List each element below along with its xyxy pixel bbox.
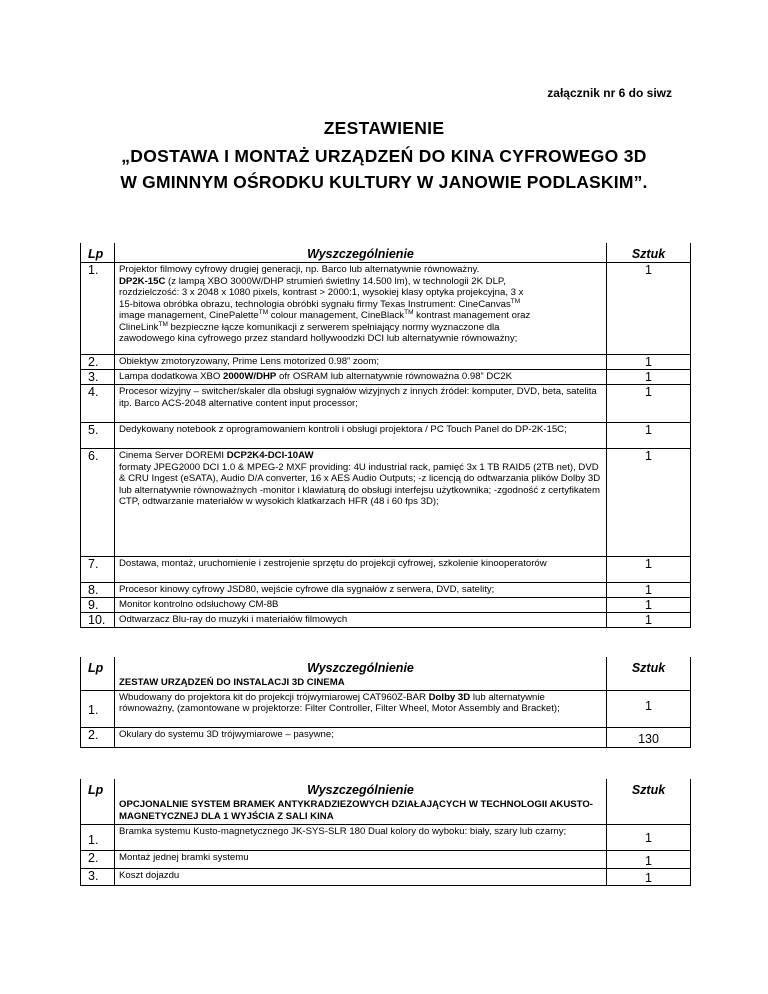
table-row [81,824,691,850]
row-lp: 2. [81,727,115,747]
row-qty [607,676,691,690]
row-desc: Procesor kinowy cyfrowy JSD80, wejście cyfrowe dla sygnałów z serwera, DVD, satelity; [115,583,607,598]
row-lp: 9. [81,598,115,613]
row-lp [81,676,115,690]
row-lp: 1. [81,824,115,850]
table-header [81,243,691,263]
table-row [81,423,691,449]
col-desc: Wyszczególnienie [115,657,607,676]
col-lp: Lp [81,657,115,676]
row-desc: Procesor wizyjny – switcher/skaler dla obsługi sygnałów wizyjnych z innych źródeł: komputer, DVD, beta, satelita itp. Barco ACS-2048 alternative content input processor; [115,385,607,423]
row-qty: 1 [607,263,691,355]
category-row [81,798,691,824]
row-qty: 1 [607,824,691,850]
row-qty: 1 [607,385,691,423]
row-lp: 8. [81,583,115,598]
row-qty: 1 [607,370,691,385]
document-title: ZESTAWIENIE [323,118,445,138]
annex-label: załącznik nr 6 do siwz [547,86,672,100]
table-row [81,690,691,727]
row-lp: 4. [81,385,115,423]
category-label: ZESTAW URZĄDZEŃ DO INSTALACJI 3D CINEMA [115,676,607,690]
row-desc: Okulary do systemu 3D trójwymiarowe – pasywne; [115,727,607,747]
row-qty: 1 [607,613,691,628]
row-desc: Monitor kontrolno odsłuchowy CM-8B [115,598,607,613]
table-header [81,779,691,798]
row-desc: Bramka systemu Kusto-magnetycznego JK-SYS-SLR 180 Dual kolory do wyboku: biały, szary lub czarny; [115,824,607,850]
row-desc: Koszt dojazdu [115,868,607,885]
row-lp: 3. [81,868,115,885]
table-row [81,355,691,370]
row-qty [607,798,691,824]
col-desc: Wyszczególnienie [115,779,607,798]
document-subtitle-line2: W GMINNYM OŚRODKU KULTURY W JANOWIE PODLASKIM”. [120,172,648,192]
table-row [81,449,691,557]
row-qty: 1 [607,583,691,598]
row-qty: 1 [607,355,691,370]
row-lp [81,798,115,824]
row-lp: 6. [81,449,115,557]
anti-theft-table [80,779,691,886]
table-row [81,583,691,598]
row-qty: 1 [607,423,691,449]
col-qty: Sztuk [607,779,691,798]
col-desc: Wyszczególnienie [115,243,607,263]
row-desc: Odtwarzacz Blu-ray do muzyki i materiałów filmowych [115,613,607,628]
row-lp: 7. [81,557,115,583]
row-desc: Wbudowany do projektora kit do projekcji trójwymiarowej CAT960Z-BAR Dolby 3D lub alternatywnie równoważny, (zamontowane w projektorze: Filter Controller, Filter Wheel, Motor Assembly and Bracket); [115,690,607,727]
col-lp: Lp [81,243,115,263]
category-row [81,676,691,690]
col-qty: Sztuk [607,657,691,676]
table-row [81,263,691,355]
category-label: OPCJONALNIE SYSTEM BRAMEK ANTYKRADZIEZOWYCH DZIAŁAJĄCYCH W TECHNOLOGII AKUSTO-MAGNETYCZNEJ DLA 1 WYJŚCIA Z SALI KINA [115,798,607,824]
document-subtitle-line1: „DOSTAWA I MONTAŻ URZĄDZEŃ DO KINA CYFROWEGO 3D [121,146,647,166]
row-desc: Cinema Server DOREMI DCP2K4-DCI-10AW formaty JPEG2000 DCI 1.0 & MPEG-2 MXF providing: 4U industrial rack, pamięć 3x 1 TB RAID5 (2TB net), DVD & CRU Ingest (eSATA), Audio D/A converter, 16 x AES Audio Outputs; -z licencją do odtwarzania plików Dolby 3D lub alternatywnie równoważnych -monitor i klawiaturą do obsługi interfejsu użytkownika; -zgodność z certyfikatem CTP, odtwarzanie materiałów w wysokich klatkarzach HFR (48 i 60 fps 3D); [115,449,607,557]
row-qty: 1 [607,850,691,868]
row-lp: 3. [81,370,115,385]
table-row [81,385,691,423]
row-qty: 1 [607,449,691,557]
row-desc: Projektor filmowy cyfrowy drugiej generacji, np. Barco lub alternatywnie równoważny. DP2K-15C (z lampą XBO 3000W/DHP strumień świetlny 14.500 lm), w technologii 2K DLP, rozdzielczość: 3 x 2048 x 1080 pixels, kontrast > 2000:1, wysokiej klasy optyka projekcyjna, 3 x 15-bitowa obróbka obrazu, technologia obróbki sygnału firmy Texas Instrument: CineCanvas™ image management, CinePalette™ colour management, CineBlack™ kontrast management oraz ClineLink™ bezpieczne łącze komunikacji z serwerem spełniający normy wyznaczone dla zawodowego kina cyfrowego przez standard hollywoodzki DCI lub alternatywnie równoważny; [115,263,607,355]
table-row [81,598,691,613]
table-header [81,657,691,676]
row-desc: Obiektyw zmotoryzowany, Prime Lens motorized 0.98” zoom; [115,355,607,370]
row-lp: 1. [81,690,115,727]
table-row [81,370,691,385]
row-qty: 130 [607,727,691,747]
3d-cinema-table [80,657,691,748]
col-lp: Lp [81,779,115,798]
row-lp: 10. [81,613,115,628]
row-qty: 1 [607,598,691,613]
row-lp: 2. [81,850,115,868]
row-qty: 1 [607,868,691,885]
col-qty: Sztuk [607,243,691,263]
table-row [81,868,691,885]
row-qty: 1 [607,690,691,727]
row-lp: 1. [81,263,115,355]
row-qty: 1 [607,557,691,583]
row-lp: 5. [81,423,115,449]
table-row [81,557,691,583]
row-desc: Dedykowany notebook z oprogramowaniem kontroli i obsługi projektora / PC Touch Panel do DP-2K-15C; [115,423,607,449]
row-desc: Lampa dodatkowa XBO 2000W/DHP ofr OSRAM lub alternatywnie równoważna 0.98” DC2K [115,370,607,385]
row-desc: Dostawa, montaż, uruchomienie i zestrojenie sprzętu do projekcji cyfrowej, szkolenie kinooperatorów [115,557,607,583]
equipment-table [80,243,691,628]
row-desc: Montaż jednej bramki systemu [115,850,607,868]
table-row [81,613,691,628]
table-row [81,727,691,747]
row-lp: 2. [81,355,115,370]
table-row [81,850,691,868]
